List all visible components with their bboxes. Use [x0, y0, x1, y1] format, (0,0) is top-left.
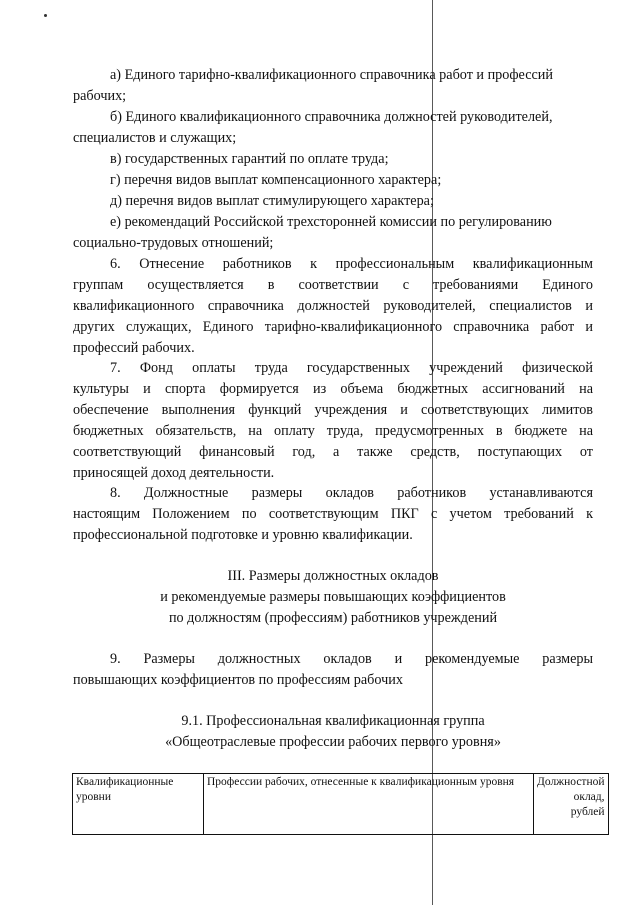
para8-line2: настоящим Положением по соответствующим ПКГ с учетом требований к	[73, 506, 593, 522]
item-g: г) перечня видов выплат компенсационного характера;	[110, 172, 442, 188]
para9-line2: повышающих коэффициентов по профессиям рабочих	[73, 672, 403, 688]
item-a-line1: а) Единого тарифно-квалификационного справочника работ и профессий	[110, 67, 553, 83]
para7-line3: обеспечение выполнения функций учреждения и соответствующих лимитов	[73, 402, 593, 418]
para7-line1: 7. Фонд оплаты труда государственных учреждений физической	[110, 360, 593, 376]
header-professions: Профессии рабочих, отнесенные к квалификационным уровня	[204, 774, 534, 835]
scan-speck	[44, 14, 47, 17]
subsection-heading-line2: «Общеотраслевые профессии рабочих первого уровня»	[165, 734, 501, 750]
para9-line1: 9. Размеры должностных окладов и рекомендуемые размеры	[110, 651, 593, 667]
item-a-line2: рабочих;	[73, 88, 127, 104]
table-header-row	[73, 774, 609, 835]
para6-line1: 6. Отнесение работников к профессиональным квалификационным	[110, 256, 593, 272]
item-v: в) государственных гарантий по оплате труда;	[110, 151, 389, 167]
item-e-line2: социально-трудовых отношений;	[73, 235, 274, 251]
item-d: д) перечня видов выплат стимулирующего характера;	[110, 193, 434, 209]
section3-heading-line3: по должностям (профессиям) работников учреждений	[168, 610, 498, 626]
para7-line4: бюджетных обязательств, на оплату труда, предусмотренных в бюджете на	[73, 423, 593, 439]
item-b-line1: б) Единого квалификационного справочника должностей руководителей,	[110, 109, 553, 125]
para7-line5: соответствующий финансовый год, а также средств, поступающих от	[73, 444, 593, 460]
para7-line6: приносящей доход деятельности.	[73, 465, 275, 481]
para8-line3: профессиональной подготовке и уровню квалификации.	[73, 527, 413, 543]
para7-line2: культуры и спорта формируется из объема бюджетных ассигнований на	[73, 381, 593, 397]
qualification-table	[72, 773, 609, 835]
section3-heading-line1: III. Размеры должностных окладов	[227, 568, 439, 584]
item-b-line2: специалистов и служащих;	[73, 130, 237, 146]
para6-line2: группам осуществляется в соответствии с требованиями Единого	[73, 277, 593, 293]
item-e-line1: е) рекомендаций Российской трехсторонней комиссии по регулированию	[110, 214, 552, 230]
para8-line1: 8. Должностные размеры окладов работников устанавливаются	[110, 485, 593, 501]
header-qualification-levels: Квалификационные уровни	[73, 774, 204, 835]
subsection-heading-line1: 9.1. Профессиональная квалификационная группа	[181, 713, 485, 729]
para6-line5: профессий рабочих.	[73, 340, 195, 356]
para6-line4: других служащих, Единого тарифно-квалификационного справочника работ и	[73, 319, 593, 335]
para6-line3: квалификационного справочника должностей руководителей, специалистов и	[73, 298, 593, 314]
section3-heading-line2: и рекомендуемые размеры повышающих коэффициентов	[160, 589, 506, 605]
header-salary: Должностной оклад, рублей	[534, 774, 609, 835]
